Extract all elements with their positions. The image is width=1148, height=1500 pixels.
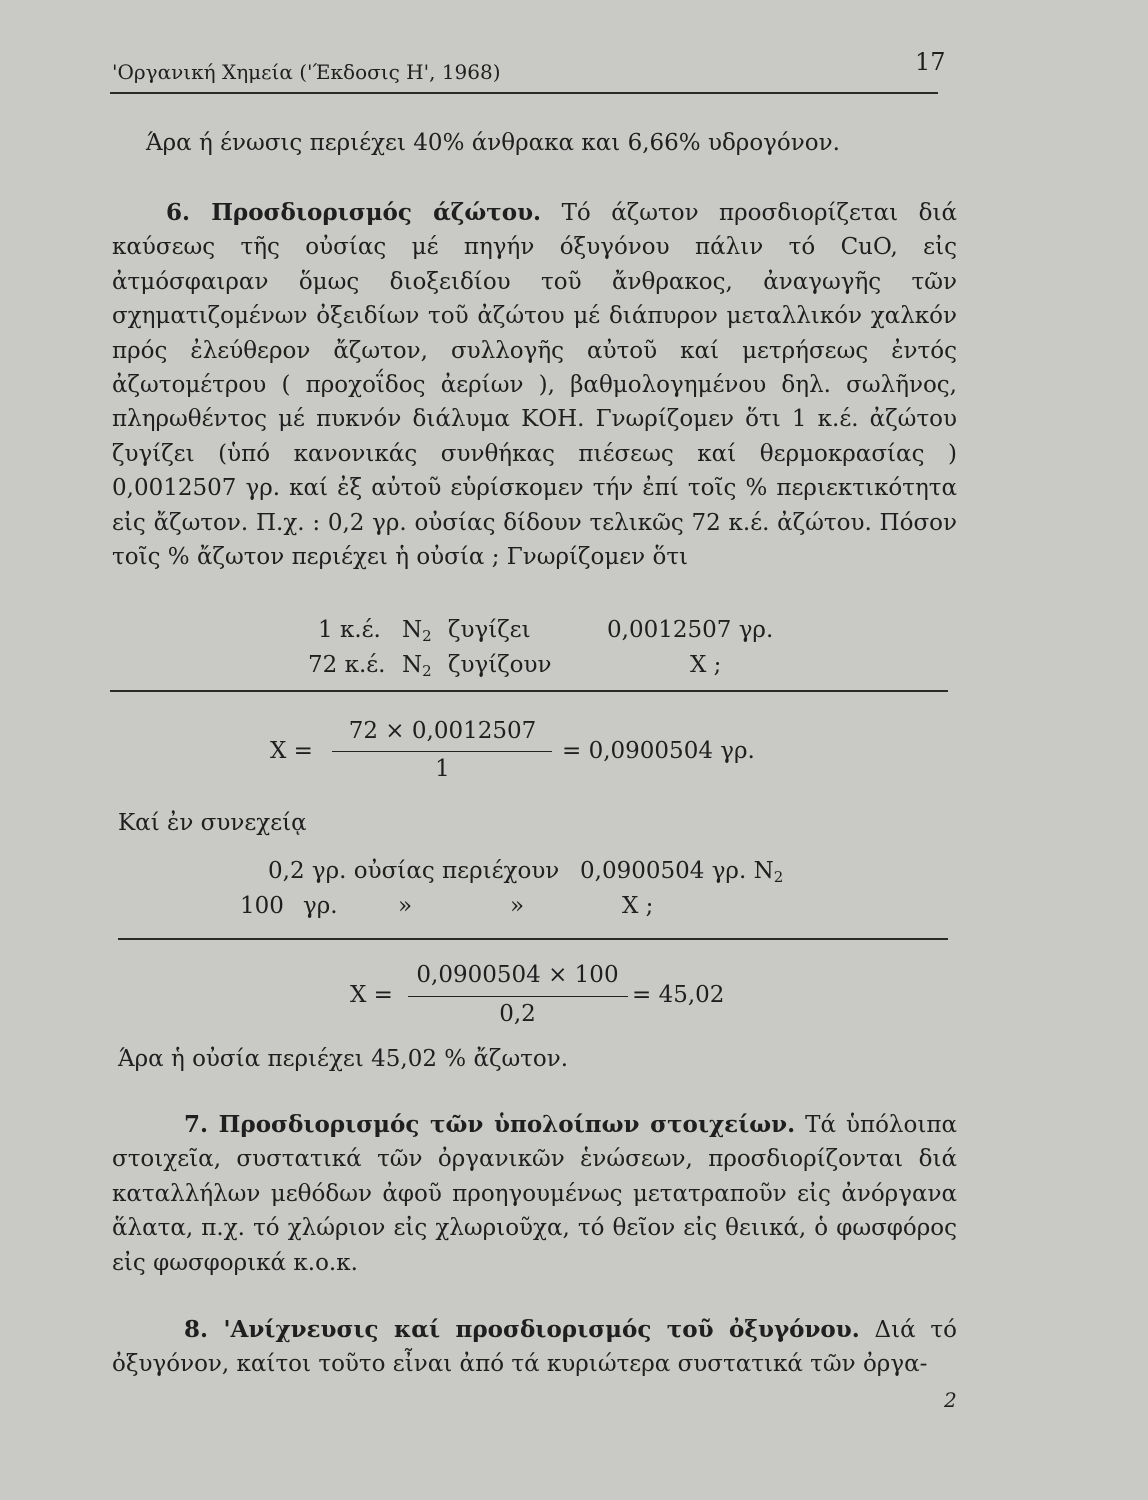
section-7-paragraph: [112, 1108, 957, 1280]
calc2-ditto-1: »: [398, 893, 413, 919]
section-7-text: Τά ὑπόλοιπα στοιχεῖα, συστατικά τῶν ὀργανικῶν ἑνώσεων, προσδιορίζονται διά καταλλήλων μεθόδων ἀφοῦ προηγουμένως μετατραποῦν εἰς ἀνόργανα ἅλατα, π.χ. τό χλώριον εἰς χλωριοῦχα, τό θεῖον εἰς θειικά, ὁ φωσφόρος εἰς φωσφορικά κ.ο.κ.: [112, 1112, 958, 1276]
running-header: 'Οργανική Χημεία ('Έκδοσις Η', 1968): [112, 60, 501, 84]
calc2-numerator: 0,0900504 × 100: [416, 962, 619, 988]
signature-mark: 2: [944, 1388, 957, 1412]
section-8-paragraph: [112, 1313, 957, 1382]
section-6-paragraph: [112, 196, 957, 574]
result-line: Άρα ἡ οὐσία περιέχει 45,02 % ἄζωτον.: [118, 1046, 569, 1072]
calc1-numerator: 72 × 0,0012507: [348, 718, 537, 744]
section-6-text: Τό άζωτον προσδιορίζεται διά καύσεως τῆς οὐσίας μέ πηγήν όξυγόνου πάλιν τό CuO, εἰς ἀτμόσφαιραν ὅμως διοξειδίου τοῦ ἄνθρακος, ἀναγωγῆς τῶν σχηματιζομένων ὀξειδίων τοῦ ἀζώτου μέ διάπυρον μεταλλικόν χαλκόν πρός ἐλεύθερον ἄζωτον, συλλογῆς αὐτοῦ καί μετρήσεως ἐντός ἀζωτομέτρου ( προχοΐδος ἀερίων ), βαθμολογημένου δηλ. σωλῆνος, πληρωθέντος μέ πυκνόν διάλυμα ΚΟΗ. Γνωρίζομεν ὅτι 1 κ.έ. ἀζώτου ζυγίζει (ὑπό κανονικάς συνθήκας πιέσεως καί θερμοκρασίας ) 0,0012507 γρ. καί ἐξ αὐτοῦ εὑρίσκομεν τήν ἐπί τοῖς % περιεκτικότητα εἰς ἄζωτον. Π.χ. : 0,2 γρ. οὐσίας δίδουν τελικῶς 72 κ.έ. ἀζώτου. Πόσον τοῖς % ἄζωτον περιέχει ἡ οὐσία ; Γνωρίζομεν ὅτι: [112, 200, 958, 571]
calc1-rule: [110, 690, 948, 692]
calc1-row2-mid: ζυγίζουν: [448, 652, 552, 678]
calc1-row1-left: 1 κ.έ.: [318, 617, 381, 643]
section-8-text: Διά τό ὀξυγόνον, καίτοι τοῦτο εἶναι ἀπό τά κυριώτερα συστατικά τῶν ὀργα-: [112, 1317, 958, 1378]
calc2-row1-left: 0,2 γρ. οὐσίας περιέχουν: [268, 858, 560, 884]
consequently-line: Καί ἐν συνεχείᾳ: [118, 810, 307, 836]
section-6-heading: 6. Προσδιορισμός άζώτου.: [166, 199, 542, 226]
calc2-eq-rhs: = 45,02: [632, 982, 725, 1008]
calc2-row1-right: 0,0900504 γρ. $N_2$: [580, 858, 784, 886]
header-rule: [110, 92, 938, 94]
calc1-row1-n2: $N_2$: [402, 617, 432, 645]
section-8-heading: 8. 'Ανίχνευσις καί προσδιορισμός τοῦ ὀξυγόνου.: [184, 1316, 860, 1343]
calc1-row2-left: 72 κ.έ.: [308, 652, 386, 678]
calc2-row2-left: 100: [240, 893, 284, 919]
calc1-row2-n2: $N_2$: [402, 652, 432, 680]
calc1-row1-right: 0,0012507 γρ.: [607, 617, 774, 643]
calc2-fraction-bar: [408, 996, 628, 997]
section-7-heading: 7. Προσδιορισμός τῶν ὑπολοίπων στοιχείων.: [184, 1111, 796, 1138]
calc2-row2-mid: γρ.: [303, 893, 338, 919]
page-number: 17: [915, 48, 946, 76]
calc1-eq-lhs: X =: [270, 738, 313, 764]
calc1-denominator: 1: [435, 756, 450, 782]
calc2-eq-lhs: X =: [350, 982, 393, 1008]
intro-line: Άρα ή ένωσις περιέχει 40% άνθρακα και 6,66% υδρογόνον.: [146, 130, 840, 156]
calc2-row2-right: X ;: [622, 893, 654, 919]
calc1-eq-rhs: = 0,0900504 γρ.: [562, 738, 755, 764]
calc2-denominator: 0,2: [499, 1001, 536, 1027]
calc2-rule: [118, 938, 948, 940]
calc1-row1-mid: ζυγίζει: [448, 617, 531, 643]
calc1-fraction-bar: [332, 751, 552, 752]
calc1-row2-right: X ;: [690, 652, 722, 678]
calc2-ditto-2: »: [510, 893, 525, 919]
